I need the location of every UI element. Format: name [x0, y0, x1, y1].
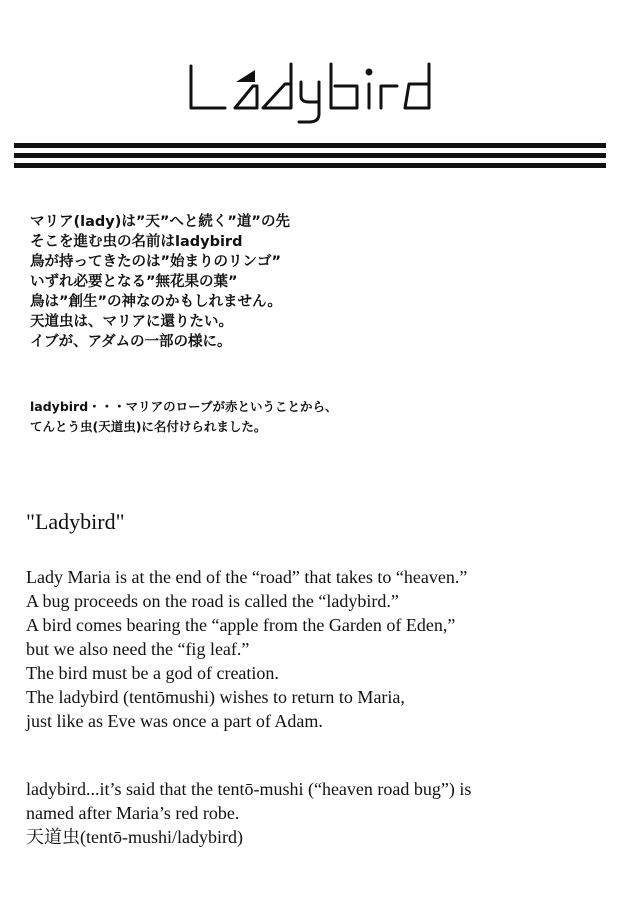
english-poem-line: The ladybird (tentōmushi) wishes to return to Maria,: [26, 687, 405, 707]
english-poem: [26, 565, 606, 733]
divider-stripe: [14, 163, 606, 168]
japanese-poem-line: イブが、アダムの一部の様に。: [30, 334, 232, 350]
english-note-line: 天道虫(tentō-mushi/ladybird): [26, 827, 243, 847]
english-poem-line: A bird comes bearing the “apple from the Garden of Eden,”: [26, 615, 456, 635]
japanese-poem-line: そこを進む虫の名前はladybird: [30, 234, 243, 250]
japanese-poem: [30, 212, 590, 352]
header-divider: [14, 143, 606, 173]
japanese-poem-line: マリア(lady)は”天”へと続く”道”の先: [30, 214, 290, 230]
english-poem-line: just like as Eve was once a part of Adam.: [26, 711, 323, 731]
english-poem-line: The bird must be a god of creation.: [26, 663, 279, 683]
ladybird-logo-lettering: [185, 58, 455, 128]
english-note-line: ladybird...it’s said that the tentō-mushi (“heaven road bug”) is: [26, 779, 472, 799]
japanese-poem-line: 天道虫は、マリアに還りたい。: [30, 314, 233, 330]
english-poem-line: A bug proceeds on the road is called the “ladybird.”: [26, 591, 399, 611]
japanese-note-line: てんとう虫(天道虫)に名付けられました。: [30, 419, 267, 434]
divider-stripe: [14, 153, 606, 158]
english-title: "Ladybird": [26, 509, 125, 534]
japanese-note: [30, 397, 590, 437]
divider-stripe: [14, 143, 606, 148]
english-note-line: named after Maria’s red robe.: [26, 803, 240, 823]
japanese-poem-line: 鳥が持ってきたのは”始まりのリンゴ”: [30, 254, 282, 270]
english-poem-line: Lady Maria is at the end of the “road” that takes to “heaven.”: [26, 567, 468, 587]
japanese-poem-line: いずれ必要となる”無花果の葉”: [30, 274, 238, 290]
ladybird-logo: [185, 58, 455, 128]
japanese-note-line: ladybird・・・マリアのローブが赤ということから、: [30, 399, 338, 414]
japanese-poem-line: 鳥は”創生”の神なのかもしれません。: [30, 294, 282, 310]
english-note: [26, 777, 606, 849]
english-poem-line: but we also need the “fig leaf.”: [26, 639, 250, 659]
